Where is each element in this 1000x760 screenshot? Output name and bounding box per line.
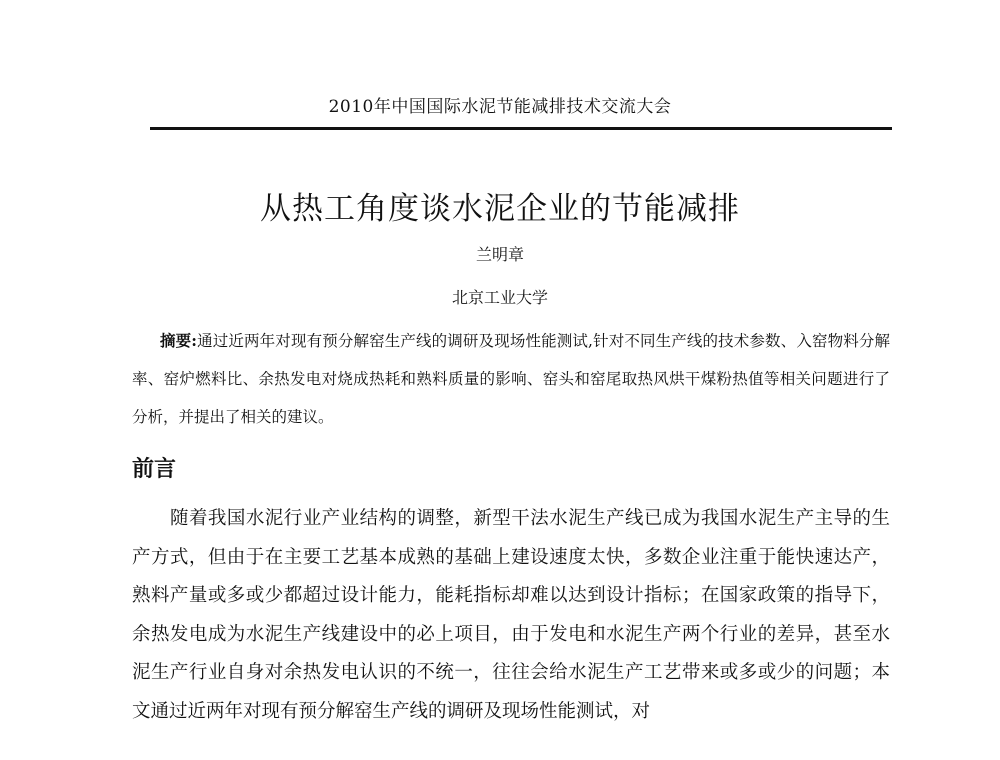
paper-author: 兰明章 — [475, 245, 524, 264]
abstract — [132, 322, 890, 436]
paper-title: 从热工角度谈水泥企业的节能减排 — [260, 191, 740, 227]
header-rule — [150, 127, 892, 130]
paper-affiliation: 北京工业大学 — [451, 288, 548, 307]
running-header: 2010年中国国际水泥节能减排技术交流大会 — [328, 97, 672, 117]
abstract-label: 摘要: — [160, 331, 197, 350]
section-heading: 前言 — [132, 457, 177, 482]
abstract-text: 通过近两年对现有预分解窑生产线的调研及现场性能测试,针对不同生产线的技术参数、入窑物料分解率、窑炉燃料比、余热发电对烧成热耗和熟料质量的影响、窑头和窑尾取热风烘干煤粉热值等相关问题进行了分析，并提出了相关的建议。 — [132, 332, 890, 426]
intro-paragraph: 随着我国水泥行业产业结构的调整，新型干法水泥生产线已成为我国水泥生产主导的生产方式，但由于在主要工艺基本成熟的基础上建设速度太快，多数企业注重于能快速达产，熟料产量或多或少都超过设计能力，能耗指标却难以达到设计指标；在国家政策的指导下，余热发电成为水泥生产线建设中的必上项目，由于发电和水泥生产两个行业的差异，甚至水泥生产行业自身对余热发电认识的不统一，往往会给水泥生产工艺带来或多或少的问题；本文通过近两年对现有预分解窑生产线的调研及现场性能测试，对 — [132, 508, 890, 722]
